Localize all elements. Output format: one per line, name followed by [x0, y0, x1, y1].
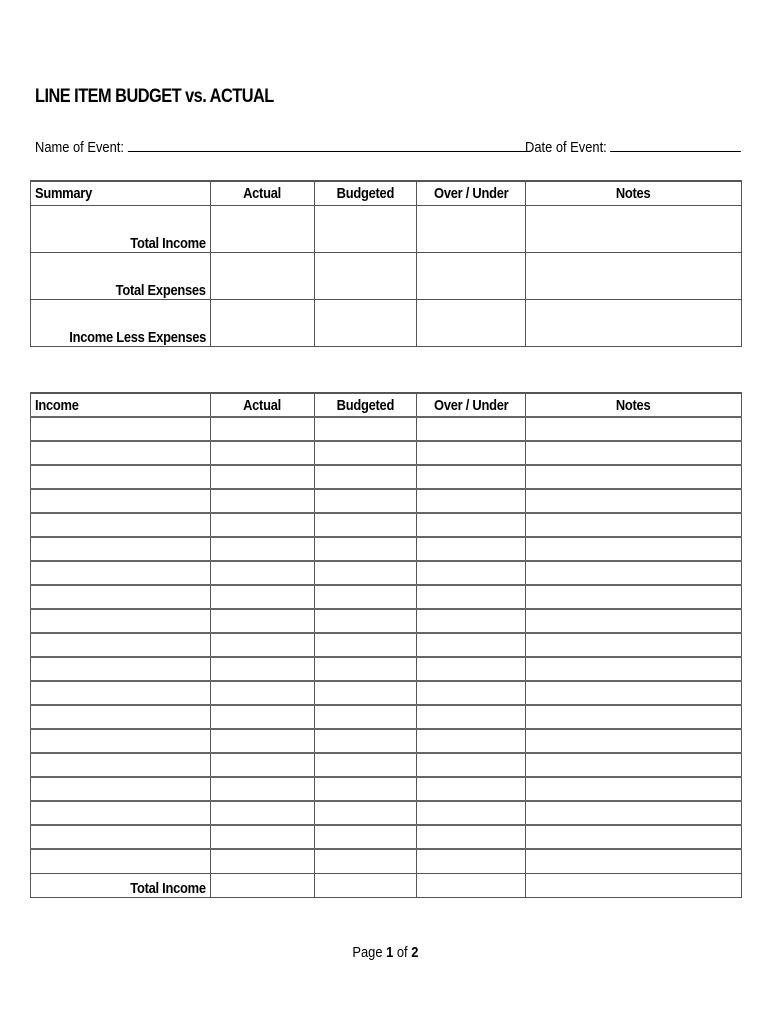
document-title: LINE ITEM BUDGET vs. ACTUAL: [35, 86, 274, 107]
summary-cell-actual[interactable]: [211, 299, 315, 346]
event-name-label: Name of Event:: [35, 139, 124, 156]
income-cell-notes[interactable]: [526, 537, 742, 561]
income-cell-label[interactable]: [31, 705, 211, 729]
income-line-row: [31, 777, 742, 801]
income-line-row: [31, 489, 742, 513]
income-line-row: [31, 465, 742, 489]
income-cell-over-under[interactable]: [417, 441, 526, 465]
summary-cell-notes[interactable]: [526, 205, 742, 252]
summary-header-over-under: Over / Under: [417, 181, 526, 205]
income-cell-budgeted[interactable]: [315, 825, 417, 849]
income-line-row: [31, 705, 742, 729]
income-cell-label[interactable]: [31, 441, 211, 465]
income-total-row: [31, 873, 742, 897]
income-cell-label[interactable]: [31, 657, 211, 681]
income-cell-actual[interactable]: [211, 753, 315, 777]
income-cell-label[interactable]: [31, 849, 211, 873]
income-line-row: [31, 825, 742, 849]
income-cell-budgeted[interactable]: [315, 489, 417, 513]
event-date-field: [525, 137, 741, 156]
summary-row-label: Total Expenses: [31, 252, 211, 299]
income-line-row: [31, 657, 742, 681]
income-line-row: [31, 513, 742, 537]
income-cell-actual[interactable]: [211, 609, 315, 633]
income-cell-notes[interactable]: [526, 849, 742, 873]
income-cell-label[interactable]: [31, 561, 211, 585]
summary-header-row: [31, 181, 742, 205]
income-cell-actual[interactable]: [211, 537, 315, 561]
income-cell-budgeted[interactable]: [315, 441, 417, 465]
income-cell-label[interactable]: [31, 465, 211, 489]
income-cell-notes[interactable]: [526, 585, 742, 609]
income-cell-budgeted[interactable]: [315, 729, 417, 753]
income-cell-notes[interactable]: [526, 681, 742, 705]
income-cell-over-under[interactable]: [417, 561, 526, 585]
event-date-blank[interactable]: [610, 137, 741, 152]
income-cell-label[interactable]: [31, 609, 211, 633]
summary-header-budgeted: Budgeted: [315, 181, 417, 205]
income-line-row: [31, 561, 742, 585]
income-cell-over-under[interactable]: [417, 849, 526, 873]
income-cell-actual[interactable]: [211, 465, 315, 489]
income-cell-label[interactable]: [31, 825, 211, 849]
income-cell-over-under[interactable]: [417, 753, 526, 777]
income-cell-label[interactable]: [31, 633, 211, 657]
income-cell-over-under[interactable]: [417, 801, 526, 825]
summary-row-total-income: [31, 205, 742, 252]
income-cell-actual[interactable]: [211, 849, 315, 873]
page-footer: [0, 944, 770, 961]
income-header-budgeted: Budgeted: [315, 393, 417, 417]
income-cell-over-under[interactable]: [417, 633, 526, 657]
summary-cell-over-under[interactable]: [417, 205, 526, 252]
income-cell-label[interactable]: [31, 489, 211, 513]
income-cell-budgeted[interactable]: [315, 753, 417, 777]
income-header-label: Income: [31, 393, 211, 417]
income-cell-label[interactable]: [31, 417, 211, 441]
income-line-row: [31, 753, 742, 777]
income-line-row: [31, 585, 742, 609]
income-cell-budgeted[interactable]: [315, 609, 417, 633]
income-line-row: [31, 801, 742, 825]
income-cell-label[interactable]: [31, 729, 211, 753]
summary-header-label: Summary: [31, 181, 211, 205]
income-cell-notes[interactable]: [526, 705, 742, 729]
income-cell-budgeted[interactable]: [315, 801, 417, 825]
income-cell-notes[interactable]: [526, 489, 742, 513]
income-cell-actual[interactable]: [211, 729, 315, 753]
of-word: of: [396, 944, 408, 961]
income-cell-budgeted[interactable]: [315, 513, 417, 537]
income-cell-actual[interactable]: [211, 585, 315, 609]
income-line-row: [31, 609, 742, 633]
income-cell-budgeted[interactable]: [315, 681, 417, 705]
income-cell-actual[interactable]: [211, 657, 315, 681]
income-total-label: Total Income: [31, 873, 211, 897]
summary-cell-notes[interactable]: [526, 252, 742, 299]
income-cell-notes[interactable]: [526, 609, 742, 633]
income-cell-label[interactable]: [31, 801, 211, 825]
income-cell-over-under[interactable]: [417, 729, 526, 753]
income-cell-actual[interactable]: [211, 705, 315, 729]
page-total: 2: [410, 944, 419, 961]
income-cell-notes[interactable]: [526, 417, 742, 441]
income-cell-label[interactable]: [31, 537, 211, 561]
summary-row-income-less-expenses: [31, 299, 742, 346]
income-cell-over-under[interactable]: [417, 609, 526, 633]
income-cell-budgeted[interactable]: [315, 633, 417, 657]
income-cell-over-under[interactable]: [417, 825, 526, 849]
income-header-row: [31, 393, 742, 417]
income-table: [30, 392, 742, 898]
income-header-actual: Actual: [211, 393, 315, 417]
summary-cell-over-under[interactable]: [417, 299, 526, 346]
income-header-notes: Notes: [526, 393, 742, 417]
income-cell-actual[interactable]: [211, 513, 315, 537]
summary-cell-budgeted[interactable]: [315, 299, 417, 346]
income-cell-budgeted[interactable]: [315, 849, 417, 873]
income-cell-notes[interactable]: [526, 657, 742, 681]
summary-cell-notes[interactable]: [526, 299, 742, 346]
income-cell-over-under[interactable]: [417, 417, 526, 441]
page-number: 1: [385, 944, 393, 961]
income-cell-over-under[interactable]: [417, 705, 526, 729]
summary-cell-budgeted[interactable]: [315, 252, 417, 299]
income-total-cell-over-under[interactable]: [417, 873, 526, 897]
income-cell-over-under[interactable]: [417, 465, 526, 489]
income-cell-label[interactable]: [31, 585, 211, 609]
income-cell-over-under[interactable]: [417, 537, 526, 561]
income-cell-budgeted[interactable]: [315, 417, 417, 441]
summary-table: [30, 180, 742, 347]
summary-cell-over-under[interactable]: [417, 252, 526, 299]
income-line-row: [31, 537, 742, 561]
summary-cell-actual[interactable]: [211, 252, 315, 299]
income-cell-notes[interactable]: [526, 729, 742, 753]
income-cell-over-under[interactable]: [417, 777, 526, 801]
income-cell-notes[interactable]: [526, 825, 742, 849]
income-cell-over-under[interactable]: [417, 681, 526, 705]
summary-row-label: Income Less Expenses: [31, 299, 211, 346]
income-cell-actual[interactable]: [211, 489, 315, 513]
income-cell-label[interactable]: [31, 681, 211, 705]
event-date-label: Date of Event:: [525, 139, 607, 156]
income-cell-budgeted[interactable]: [315, 777, 417, 801]
summary-row-total-expenses: [31, 252, 742, 299]
summary-cell-actual[interactable]: [211, 205, 315, 252]
income-line-row: [31, 729, 742, 753]
income-cell-actual[interactable]: [211, 633, 315, 657]
income-header-over-under: Over / Under: [417, 393, 526, 417]
income-cell-actual[interactable]: [211, 825, 315, 849]
income-cell-actual[interactable]: [211, 561, 315, 585]
income-cell-over-under[interactable]: [417, 657, 526, 681]
income-cell-notes[interactable]: [526, 561, 742, 585]
income-cell-budgeted[interactable]: [315, 537, 417, 561]
income-line-row: [31, 681, 742, 705]
income-cell-notes[interactable]: [526, 753, 742, 777]
summary-row-label: Total Income: [31, 205, 211, 252]
income-total-cell-budgeted[interactable]: [315, 873, 417, 897]
income-line-row: [31, 417, 742, 441]
income-cell-over-under[interactable]: [417, 489, 526, 513]
income-cell-over-under[interactable]: [417, 585, 526, 609]
summary-header-actual: Actual: [211, 181, 315, 205]
income-cell-budgeted[interactable]: [315, 465, 417, 489]
income-cell-actual[interactable]: [211, 681, 315, 705]
income-cell-label[interactable]: [31, 753, 211, 777]
income-cell-actual[interactable]: [211, 417, 315, 441]
income-cell-notes[interactable]: [526, 513, 742, 537]
income-total-cell-notes[interactable]: [526, 873, 742, 897]
income-cell-label[interactable]: [31, 513, 211, 537]
page-word: Page: [351, 944, 383, 961]
income-cell-actual[interactable]: [211, 777, 315, 801]
income-cell-label[interactable]: [31, 777, 211, 801]
income-cell-budgeted[interactable]: [315, 657, 417, 681]
income-line-row: [31, 633, 742, 657]
income-cell-budgeted[interactable]: [315, 561, 417, 585]
income-line-row: [31, 849, 742, 873]
summary-header-notes: Notes: [526, 181, 742, 205]
income-cell-notes[interactable]: [526, 465, 742, 489]
income-cell-budgeted[interactable]: [315, 705, 417, 729]
event-name-blank[interactable]: [128, 137, 530, 152]
income-cell-over-under[interactable]: [417, 513, 526, 537]
event-name-field: [35, 137, 530, 156]
income-cell-notes[interactable]: [526, 801, 742, 825]
income-line-row: [31, 441, 742, 465]
income-total-cell-actual[interactable]: [211, 873, 315, 897]
income-cell-notes[interactable]: [526, 441, 742, 465]
income-cell-actual[interactable]: [211, 801, 315, 825]
income-cell-budgeted[interactable]: [315, 585, 417, 609]
summary-cell-budgeted[interactable]: [315, 205, 417, 252]
income-cell-notes[interactable]: [526, 777, 742, 801]
income-cell-notes[interactable]: [526, 633, 742, 657]
income-cell-actual[interactable]: [211, 441, 315, 465]
